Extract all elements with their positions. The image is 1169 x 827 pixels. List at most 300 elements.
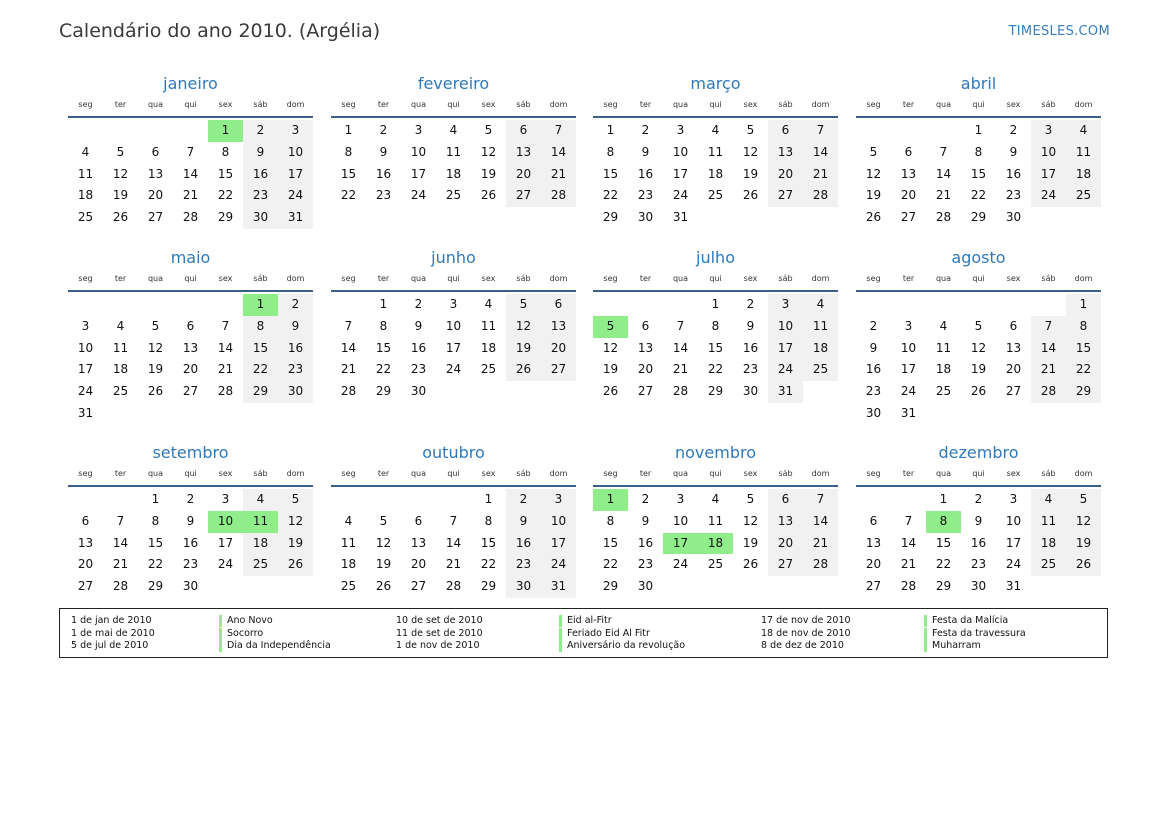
day-cell: 2: [379, 123, 388, 137]
day-cell: 19: [970, 362, 987, 377]
empty-cell: [663, 294, 698, 316]
day-cell: 22: [602, 557, 619, 572]
weekday-label: sex: [743, 274, 758, 283]
day-cell: 6: [186, 318, 195, 333]
day-cell: 26: [147, 384, 164, 399]
weekday-label: qui: [447, 100, 460, 109]
day-grid: [68, 489, 313, 598]
day-cell: 19: [742, 535, 759, 550]
day-cell: 21: [803, 533, 838, 555]
day-cell: 4: [711, 123, 720, 137]
weekday-label: qui: [447, 274, 460, 283]
day-cell: 4: [116, 318, 125, 333]
day-cell: 17: [900, 362, 917, 377]
day-grid: [331, 489, 576, 598]
day-cell: 28: [541, 185, 576, 207]
day-cell: 4: [449, 123, 458, 137]
day-cell: 9: [243, 142, 278, 164]
weekday-header: [331, 270, 576, 292]
day-grid: [68, 120, 313, 229]
day-cell: 31: [278, 207, 313, 229]
day-cell: 6: [768, 489, 803, 511]
weekday-label: sex: [1006, 274, 1021, 283]
weekday-label: sáb: [516, 100, 531, 109]
site-brand-link[interactable]: TIMESLES.COM: [1008, 24, 1110, 39]
day-cell: 10: [768, 316, 803, 338]
day-cell: 26: [865, 210, 882, 225]
day-cell: 22: [602, 188, 619, 203]
day-cell: 24: [672, 557, 689, 572]
day-cell: 11: [112, 340, 129, 355]
weekday-label: qui: [184, 469, 197, 478]
empty-cell: [68, 294, 103, 316]
day-cell: 20: [541, 338, 576, 360]
day-cell: 25: [77, 210, 94, 225]
weekday-label: dom: [1074, 469, 1093, 478]
legend-holiday-name: Ano Novo: [219, 615, 273, 627]
legend-holiday-name: Eid al-Fitr: [559, 615, 612, 627]
month-agosto: [856, 246, 1101, 425]
legend-date: 1 de mai de 2010: [71, 627, 155, 639]
day-cell: 6: [768, 120, 803, 142]
day-cell: 5: [746, 492, 755, 506]
day-cell: 1: [606, 123, 615, 137]
day-cell: 29: [1066, 381, 1101, 403]
day-cell: 8: [974, 144, 983, 159]
day-cell: 16: [742, 340, 759, 355]
weekday-label: seg: [341, 274, 356, 283]
day-cell: 2: [746, 297, 755, 311]
day-cell: 26: [506, 359, 541, 381]
day-cell: 10: [672, 144, 689, 159]
day-cell: 13: [410, 535, 427, 550]
weekday-label: qui: [972, 274, 985, 283]
day-cell: 17: [672, 166, 689, 181]
empty-cell: [628, 294, 663, 316]
day-cell: 11: [935, 340, 952, 355]
day-cell: 25: [935, 384, 952, 399]
weekday-label: dom: [811, 469, 830, 478]
day-cell: 9: [278, 316, 313, 338]
day-cell: 13: [637, 340, 654, 355]
day-cell: 14: [900, 535, 917, 550]
empty-cell: [926, 120, 961, 142]
day-cell: 23: [375, 188, 392, 203]
day-grid: [856, 120, 1101, 229]
weekday-label: dom: [811, 100, 830, 109]
day-cell: 29: [935, 579, 952, 594]
empty-cell: [366, 489, 401, 511]
day-cell: 22: [243, 359, 278, 381]
weekday-label: seg: [603, 469, 618, 478]
day-cell: 19: [742, 166, 759, 181]
weekday-label: sex: [481, 274, 496, 283]
day-cell: 24: [1031, 185, 1066, 207]
empty-cell: [103, 120, 138, 142]
day-cell: 4: [803, 294, 838, 316]
weekday-label: qua: [935, 100, 952, 109]
day-cell: 10: [410, 144, 427, 159]
day-grid: [593, 489, 838, 598]
weekday-label: ter: [639, 100, 652, 109]
weekday-header: [593, 96, 838, 118]
day-cell: 30: [410, 384, 427, 399]
day-cell: 28: [445, 579, 462, 594]
weekday-label: dom: [1074, 274, 1093, 283]
day-grid: [593, 120, 838, 229]
weekday-label: sex: [1006, 469, 1021, 478]
day-cell: 1: [974, 123, 983, 137]
day-cell: 27: [77, 579, 94, 594]
empty-cell: [436, 489, 471, 511]
day-cell: 12: [970, 340, 987, 355]
day-cell: 17: [1005, 535, 1022, 550]
empty-cell: [1031, 294, 1066, 316]
day-cell: 7: [541, 120, 576, 142]
weekday-label: qui: [184, 274, 197, 283]
day-cell: 26: [742, 188, 759, 203]
day-cell: 28: [217, 384, 234, 399]
empty-cell: [856, 120, 891, 142]
day-cell: 1: [151, 492, 160, 506]
day-cell: 26: [375, 579, 392, 594]
day-cell: 31: [1005, 579, 1022, 594]
empty-cell: [103, 489, 138, 511]
day-cell: 13: [182, 340, 199, 355]
day-cell: 22: [147, 557, 164, 572]
day-cell: 29: [217, 210, 234, 225]
day-cell: 20: [410, 557, 427, 572]
day-cell: 3: [904, 318, 913, 333]
day-cell: 22: [480, 557, 497, 572]
day-cell: 14: [112, 535, 129, 550]
weekday-label: qua: [410, 469, 427, 478]
empty-cell: [331, 294, 366, 316]
day-cell: 26: [278, 554, 313, 576]
day-cell: 15: [217, 166, 234, 181]
day-cell: 16: [865, 362, 882, 377]
weekday-label: qua: [147, 100, 164, 109]
day-cell: 16: [182, 535, 199, 550]
weekday-label: sáb: [1041, 100, 1056, 109]
day-cell: 6: [1009, 318, 1018, 333]
day-cell: 10: [900, 340, 917, 355]
month-setembro: [68, 441, 313, 598]
weekday-label: seg: [866, 469, 881, 478]
day-cell: 25: [243, 554, 278, 576]
day-cell: 29: [147, 579, 164, 594]
day-cell: 3: [449, 297, 458, 311]
day-cell: 23: [970, 557, 987, 572]
month-title: março: [690, 74, 741, 93]
day-cell: 31: [77, 405, 94, 420]
day-cell: 25: [445, 188, 462, 203]
weekday-header: [331, 465, 576, 487]
day-cell: 1: [939, 492, 948, 506]
holiday-day-cell: 11: [243, 511, 278, 533]
day-cell: 17: [77, 362, 94, 377]
day-cell: 27: [865, 579, 882, 594]
day-cell: 6: [541, 294, 576, 316]
day-cell: 8: [1066, 316, 1101, 338]
weekday-label: ter: [377, 100, 390, 109]
day-cell: 2: [1009, 123, 1018, 137]
empty-cell: [891, 120, 926, 142]
weekday-label: seg: [341, 100, 356, 109]
weekday-label: qua: [410, 100, 427, 109]
weekday-label: qua: [672, 274, 689, 283]
day-cell: 10: [278, 142, 313, 164]
day-cell: 22: [970, 188, 987, 203]
day-cell: 8: [344, 144, 353, 159]
day-cell: 14: [935, 166, 952, 181]
day-cell: 13: [506, 142, 541, 164]
day-cell: 15: [935, 535, 952, 550]
day-cell: 9: [641, 513, 650, 528]
month-janeiro: [68, 72, 313, 229]
weekday-label: sex: [1006, 100, 1021, 109]
weekday-label: ter: [639, 274, 652, 283]
day-cell: 21: [340, 362, 357, 377]
holiday-day-cell: 5: [593, 316, 628, 338]
day-cell: 17: [445, 340, 462, 355]
month-title: abril: [960, 74, 997, 93]
day-cell: 28: [182, 210, 199, 225]
day-cell: 1: [344, 123, 353, 137]
day-cell: 8: [379, 318, 388, 333]
day-cell: 9: [641, 144, 650, 159]
day-cell: 26: [112, 210, 129, 225]
empty-cell: [138, 120, 173, 142]
day-cell: 22: [1066, 359, 1101, 381]
day-cell: 29: [707, 384, 724, 399]
day-cell: 23: [865, 384, 882, 399]
day-cell: 18: [803, 338, 838, 360]
day-cell: 2: [243, 120, 278, 142]
weekday-label: qua: [410, 274, 427, 283]
day-cell: 3: [221, 492, 230, 506]
day-cell: 13: [77, 535, 94, 550]
weekday-label: ter: [114, 100, 127, 109]
day-cell: 30: [970, 579, 987, 594]
day-cell: 10: [445, 318, 462, 333]
day-cell: 3: [81, 318, 90, 333]
month-dezembro: [856, 441, 1101, 598]
legend-date: 5 de jul de 2010: [71, 640, 149, 651]
weekday-label: seg: [341, 469, 356, 478]
day-cell: 11: [707, 513, 724, 528]
day-cell: 1: [711, 297, 720, 311]
legend-date: 17 de nov de 2010: [761, 615, 851, 626]
holiday-day-cell: 18: [698, 533, 733, 555]
day-cell: 20: [768, 533, 803, 555]
month-title: fevereiro: [417, 74, 490, 93]
legend-date: 1 de jan de 2010: [71, 615, 152, 626]
day-cell: 3: [676, 492, 685, 506]
weekday-label: dom: [286, 469, 305, 478]
day-cell: 5: [116, 144, 125, 159]
day-cell: 18: [445, 166, 462, 181]
day-cell: 5: [974, 318, 983, 333]
day-cell: 22: [935, 557, 952, 572]
weekday-label: ter: [377, 469, 390, 478]
day-cell: 31: [672, 210, 689, 225]
day-cell: 2: [186, 492, 195, 506]
day-cell: 3: [1031, 120, 1066, 142]
empty-cell: [68, 489, 103, 511]
day-cell: 22: [707, 362, 724, 377]
weekday-label: sex: [481, 469, 496, 478]
legend-holiday-name: Feriado Eid Al Fitr: [559, 628, 650, 640]
weekday-label: qua: [935, 274, 952, 283]
weekday-label: sex: [743, 469, 758, 478]
day-cell: 21: [803, 164, 838, 186]
day-cell: 2: [974, 492, 983, 506]
day-cell: 22: [375, 362, 392, 377]
day-cell: 15: [375, 340, 392, 355]
day-cell: 8: [243, 316, 278, 338]
day-grid: [593, 294, 838, 403]
day-cell: 24: [445, 362, 462, 377]
weekday-label: dom: [286, 274, 305, 283]
weekday-label: sáb: [778, 100, 793, 109]
day-cell: 8: [711, 318, 720, 333]
weekday-label: sex: [218, 274, 233, 283]
weekday-label: sex: [218, 100, 233, 109]
day-cell: 22: [340, 188, 357, 203]
day-cell: 1: [379, 297, 388, 311]
day-cell: 23: [182, 557, 199, 572]
day-cell: 20: [637, 362, 654, 377]
day-cell: 26: [1066, 554, 1101, 576]
day-cell: 12: [1066, 511, 1101, 533]
day-cell: 9: [746, 318, 755, 333]
day-cell: 14: [1031, 338, 1066, 360]
day-cell: 28: [803, 554, 838, 576]
day-cell: 15: [340, 166, 357, 181]
day-cell: 27: [147, 210, 164, 225]
day-cell: 29: [480, 579, 497, 594]
empty-cell: [856, 489, 891, 511]
weekday-label: dom: [549, 469, 568, 478]
day-cell: 4: [1066, 120, 1101, 142]
day-cell: 21: [541, 164, 576, 186]
day-cell: 29: [243, 381, 278, 403]
weekday-header: [593, 465, 838, 487]
day-cell: 5: [379, 513, 388, 528]
month-abril: [856, 72, 1101, 229]
legend-holiday-name: Festa da Malícia: [924, 615, 1008, 627]
day-cell: 7: [186, 144, 195, 159]
day-cell: 19: [865, 188, 882, 203]
legend-date: 11 de set de 2010: [396, 627, 483, 639]
legend-date: 8 de dez de 2010: [761, 640, 844, 651]
day-cell: 19: [112, 188, 129, 203]
day-cell: 14: [541, 142, 576, 164]
day-cell: 23: [742, 362, 759, 377]
day-cell: 5: [151, 318, 160, 333]
weekday-label: qua: [672, 469, 689, 478]
month-maio: [68, 246, 313, 425]
day-cell: 17: [541, 533, 576, 555]
weekday-header: [593, 270, 838, 292]
day-cell: 4: [81, 144, 90, 159]
day-cell: 15: [970, 166, 987, 181]
day-cell: 17: [410, 166, 427, 181]
day-cell: 24: [541, 554, 576, 576]
day-cell: 25: [803, 359, 838, 381]
day-cell: 27: [410, 579, 427, 594]
day-cell: 6: [904, 144, 913, 159]
weekday-label: sáb: [253, 100, 268, 109]
day-cell: 4: [1031, 489, 1066, 511]
day-cell: 16: [278, 338, 313, 360]
day-cell: 5: [746, 123, 755, 137]
month-title: novembro: [675, 443, 756, 462]
legend-holiday-name: Festa da travessura: [924, 628, 1026, 640]
day-cell: 23: [243, 185, 278, 207]
day-cell: 12: [742, 144, 759, 159]
day-cell: 6: [641, 318, 650, 333]
day-cell: 7: [803, 489, 838, 511]
day-cell: 6: [506, 120, 541, 142]
day-cell: 10: [77, 340, 94, 355]
day-cell: 13: [865, 535, 882, 550]
weekday-label: qui: [972, 469, 985, 478]
weekday-label: dom: [1074, 100, 1093, 109]
day-cell: 15: [1066, 338, 1101, 360]
day-cell: 12: [112, 166, 129, 181]
day-cell: 15: [243, 338, 278, 360]
holiday-day-cell: 1: [243, 294, 278, 316]
day-cell: 12: [480, 144, 497, 159]
day-cell: 3: [541, 489, 576, 511]
day-grid: [68, 294, 313, 425]
day-cell: 15: [602, 535, 619, 550]
month-junho: [331, 246, 576, 403]
day-cell: 21: [1031, 359, 1066, 381]
day-cell: 17: [1031, 164, 1066, 186]
weekday-label: sáb: [1041, 274, 1056, 283]
weekday-label: sáb: [516, 274, 531, 283]
day-cell: 10: [1031, 142, 1066, 164]
day-cell: 23: [278, 359, 313, 381]
empty-cell: [593, 294, 628, 316]
month-julho: [593, 246, 838, 403]
weekday-header: [856, 270, 1101, 292]
day-cell: 9: [1009, 144, 1018, 159]
month-outubro: [331, 441, 576, 598]
day-cell: 25: [707, 188, 724, 203]
day-cell: 4: [344, 513, 353, 528]
day-cell: 25: [1066, 185, 1101, 207]
day-cell: 4: [484, 297, 493, 311]
day-cell: 9: [506, 511, 541, 533]
empty-cell: [173, 120, 208, 142]
weekday-label: dom: [811, 274, 830, 283]
day-cell: 30: [865, 405, 882, 420]
day-cell: 14: [445, 535, 462, 550]
day-cell: 20: [506, 164, 541, 186]
weekday-header: [856, 465, 1101, 487]
day-cell: 30: [637, 210, 654, 225]
day-cell: 19: [1066, 533, 1101, 555]
weekday-label: qui: [709, 274, 722, 283]
empty-cell: [891, 294, 926, 316]
day-cell: 2: [869, 318, 878, 333]
weekday-label: ter: [114, 469, 127, 478]
day-cell: 11: [445, 144, 462, 159]
